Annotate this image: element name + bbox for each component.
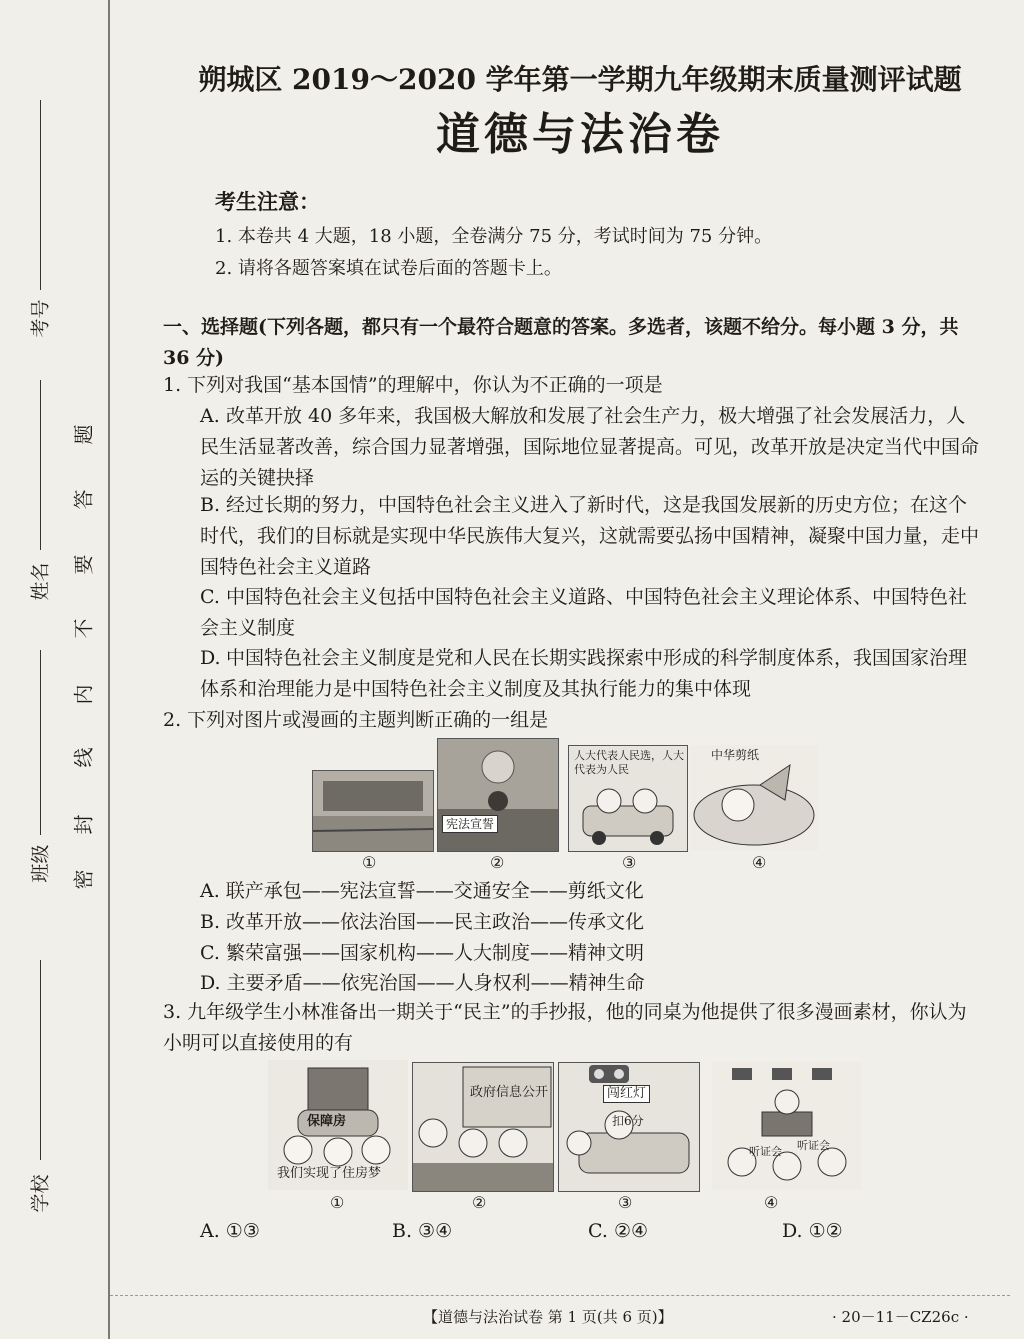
q3-picture-2-number: ②	[472, 1193, 487, 1212]
seal-char: 题	[71, 424, 96, 445]
q1-option-d	[200, 643, 980, 705]
q3-option-d: D. ①②	[782, 1220, 843, 1242]
q3-picture-4	[712, 1062, 862, 1190]
section-heading: 一、选择题(下列各题，都只有一个最符合题意的答案。多选者，该题不给分。每小题 3 分，共 36 分)	[163, 316, 959, 369]
q2-picture-2-caption: 宪法宣誓	[442, 815, 498, 833]
option-key: D.	[200, 647, 221, 669]
seal-char: 答	[71, 489, 96, 510]
notice-heading: 考生注意：	[215, 189, 320, 214]
seal-char: 内	[71, 684, 96, 705]
option-key: B.	[200, 494, 221, 516]
seal-char: 封	[71, 814, 96, 835]
q2-picture-3-number: ③	[622, 853, 637, 872]
notice-item: 1. 本卷共 4 大题，18 小题，全卷满分 75 分，考试时间为 75 分钟。	[215, 226, 773, 247]
q1-option-c	[200, 582, 980, 644]
q2-picture-4	[690, 745, 818, 850]
q2-stem: 2. 下列对图片或漫画的主题判断正确的一组是	[163, 709, 549, 731]
q2-picture-3	[568, 745, 688, 852]
name-label: 姓名	[29, 562, 52, 601]
seal-char: 要	[71, 554, 96, 575]
q3-picture-1-caption: 我们实现了住房梦	[277, 1166, 382, 1181]
q3-picture-4-caption: 听证会	[797, 1139, 830, 1152]
paper-code: · 20－11－CZ26c ·	[832, 1308, 969, 1326]
exam-no-line	[40, 100, 41, 290]
class-label: 班级	[29, 844, 52, 883]
q2-option-c: C. 繁荣富强——国家机构——人大制度——精神文明	[200, 942, 644, 964]
option-text: 经过长期的努力，中国特色社会主义进入了新时代，这是我国发展新的历史方位；在这个时代，我们的目标就是实现中华民族伟大复兴，这就需要弘扬中国精神，凝聚中国力量，走中国特色社会主义道路	[200, 494, 980, 578]
q3-picture-3-tag: 扣6分	[612, 1114, 644, 1128]
class-line	[40, 650, 41, 835]
q3-picture-3	[558, 1062, 700, 1192]
q3-picture-1	[268, 1060, 408, 1190]
q1-option-a	[200, 401, 980, 494]
school-label: 学校	[29, 1174, 52, 1213]
q2-picture-1	[312, 770, 434, 852]
option-key: A.	[200, 405, 220, 427]
option-key: C.	[200, 586, 220, 608]
oath-ceremony-illustration	[438, 739, 558, 851]
binding-margin	[0, 0, 108, 1339]
hearing-cartoon	[712, 1062, 862, 1190]
q2-picture-4-caption: 中华剪纸	[711, 748, 760, 762]
subject-title: 道德与法治卷	[436, 109, 724, 160]
q2-option-d: D. 主要矛盾——依宪治国——人身权利——精神生命	[200, 972, 645, 994]
q2-picture-3-caption: 人大代表人民选，人大代表为人民	[574, 749, 684, 776]
q2-picture-2	[437, 738, 559, 852]
q3-picture-4-number: ④	[764, 1193, 779, 1212]
option-text: 中国特色社会主义制度是党和人民在长期实践探索中形成的科学制度体系，我国国家治理体系和治理能力是中国特色社会主义制度及其执行能力的集中体现	[200, 647, 968, 700]
q1-stem: 1. 下列对我国“基本国情”的理解中，你认为不正确的一项是	[163, 374, 663, 396]
seal-char: 线	[71, 747, 96, 768]
notice-item: 2. 请将各题答案填在试卷后面的答题卡上。	[215, 258, 562, 279]
q3-picture-1-tag: 保障房	[307, 1114, 347, 1129]
option-text: 中国特色社会主义包括中国特色社会主义道路、中国特色社会主义理论体系、中国特色社会主义制度	[200, 586, 968, 639]
q3-picture-2-caption: 政府信息公开	[470, 1085, 549, 1100]
school-line	[40, 960, 41, 1160]
exam-title: 朔城区 2019～2020 学年第一学期九年级期末质量测评试题	[198, 63, 962, 96]
name-line	[40, 380, 41, 550]
government-info-cartoon	[413, 1063, 553, 1191]
q3-picture-1-number: ①	[330, 1193, 345, 1212]
q2-picture-4-number: ④	[752, 853, 767, 872]
exam-no-label: 考号	[29, 299, 52, 338]
seal-char: 不	[71, 618, 96, 639]
q2-picture-2-number: ②	[490, 853, 505, 872]
q1-option-b	[200, 490, 980, 583]
q3-stem: 3. 九年级学生小林准备出一期关于“民主”的手抄报，他的同桌为他提供了很多漫画素材，你认为小明可以直接使用的有	[163, 1001, 967, 1054]
q2-option-a: A. 联产承包——宪法宣誓——交通安全——剪纸文化	[200, 880, 644, 902]
q3-option-a: A. ①③	[200, 1220, 260, 1242]
footer-divider	[110, 1295, 1010, 1296]
q3-picture-2	[412, 1062, 554, 1192]
q3-option-c: C. ②④	[588, 1220, 649, 1242]
seal-char: 密	[71, 869, 96, 890]
q3-option-b: B. ③④	[392, 1220, 453, 1242]
q3-picture-3-caption: 闯红灯	[603, 1085, 650, 1103]
farm-field-illustration	[313, 771, 433, 851]
q3-picture-4-tag: 听证会	[749, 1145, 782, 1158]
q2-picture-1-number: ①	[362, 853, 377, 872]
q3-picture-3-number: ③	[618, 1193, 633, 1212]
option-text: 改革开放 40 多年来，我国极大解放和发展了社会生产力，极大增强了社会发展活力，人民生活显著改善，综合国力显著增强，国际地位显著提高。可见，改革开放是决定当代中国命运的关键抉择	[200, 405, 980, 489]
page-number: 【道德与法治试卷 第 1 页(共 6 页)】	[423, 1308, 673, 1326]
page-edge	[108, 0, 110, 1339]
q2-option-b: B. 改革开放——依法治国——民主政治——传承文化	[200, 911, 645, 933]
